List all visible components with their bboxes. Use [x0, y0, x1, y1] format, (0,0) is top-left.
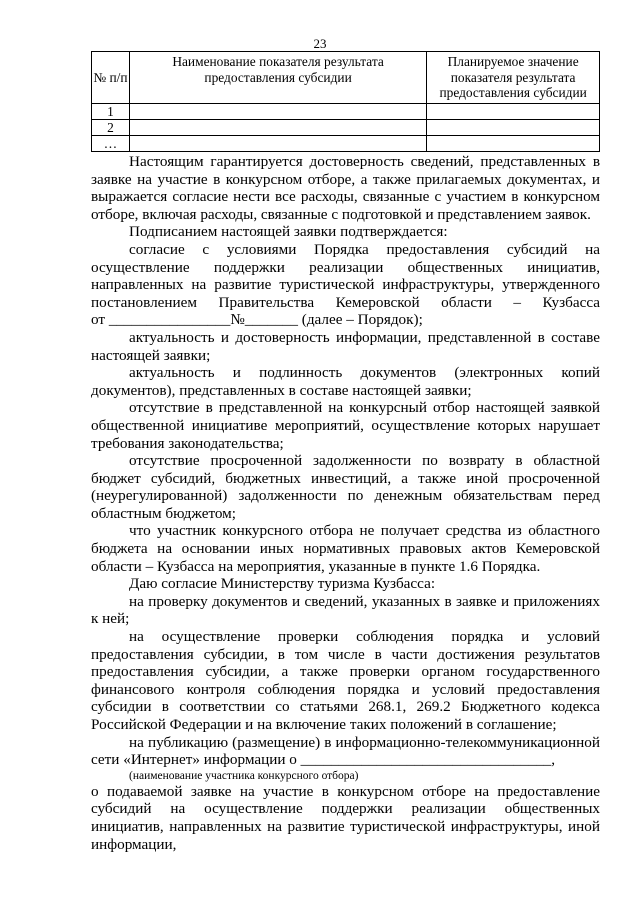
table-cell: … — [92, 135, 130, 151]
table-cell — [129, 135, 426, 151]
table-row — [92, 103, 600, 119]
indicators-table — [91, 51, 600, 152]
paragraph-confirmation-intro: Подписанием настоящей заявки подтверждается: — [129, 223, 448, 241]
table-cell — [427, 119, 600, 135]
table-row — [92, 119, 600, 135]
paragraph-authenticity: актуальность и подлинность документов (электронных копий документов), представленных в составе настоящей заявки; — [91, 364, 600, 399]
column-header-indicator-name: Наименование показателя результата предоставления субсидии — [129, 52, 426, 104]
table-row — [92, 135, 600, 151]
paragraph-guarantee: Настоящим гарантируется достоверность сведений, представленных в заявке на участие в конкурсном отборе, а также прилагаемых документах, и выражается согласие нести все расходы, связанные с участием в конкурсном отборе, включая расходы, связанные с подготовкой и представлением заявок. — [91, 153, 600, 223]
page-number: 23 — [313, 36, 327, 51]
table-cell — [427, 103, 600, 119]
paragraph-consent-conditions-tail: от ________________№_______ (далее – Порядок); — [91, 311, 423, 329]
paragraph-absence-debt: отсутствие просроченной задолженности по возврату в областной бюджет субсидий, бюджетных инвестиций, а также иной просроченной (неурегулированной) задолженности по денежным обязательствам перед областным бюджетом; — [91, 452, 600, 522]
document-body — [91, 153, 600, 853]
column-header-planned-value: Планируемое значение показателя результата предоставления субсидии — [427, 52, 600, 104]
column-header-number: № п/п — [92, 52, 130, 104]
paragraph-absence-violations: отсутствие в представленной на конкурсный отбор настоящей заявкой общественной инициативе мероприятий, осуществление которых нарушает требования законодательства; — [91, 399, 600, 452]
table-cell — [129, 103, 426, 119]
paragraph-publication-details: о подаваемой заявке на участие в конкурсном отборе на предоставление субсидий на осуществление поддержки реализации общественных инициатив, направленных на развитие туристической инфраструктуры, иной информации, — [91, 782, 600, 853]
paragraph-relevance: актуальность и достоверность информации, представленной в составе настоящей заявки; — [91, 328, 600, 364]
table-header-row — [92, 52, 600, 104]
paragraph-no-other-funding: что участник конкурсного отбора не получает средства из областного бюджета на основании иных нормативных правовых актов Кемеровской области – Кузбасса на мероприятия, указанные в пункте 1.6 Порядка. — [91, 522, 600, 575]
participant-name-caption: (наименование участника конкурсного отбора) — [129, 769, 359, 782]
table-cell — [427, 135, 600, 151]
paragraph-consent-publication: на публикацию (размещение) в информационно-телекоммуникационной сети «Интернет» информации о _________________________________, — [91, 733, 600, 769]
paragraph-consent-conditions: согласие с условиями Порядка предоставления субсидий на осуществление поддержки реализации общественных инициатив, направленных на развитие туристической инфраструктуры, утвержденного постановлением Правительства Кемеровской области – Кузбасса — [91, 240, 600, 311]
table-cell: 2 — [92, 119, 130, 135]
paragraph-consent-check-docs: на проверку документов и сведений, указанных в заявке и приложениях к ней; — [91, 592, 600, 628]
paragraph-consent-intro: Даю согласие Министерству туризма Кузбасса: — [129, 575, 436, 593]
table-cell: 1 — [92, 103, 130, 119]
paragraph-consent-audit: на осуществление проверки соблюдения порядка и условий предоставления субсидии, в том числе в части достижения результатов предоставления субсидии, а также проверки органом государственного финансового контроля соблюдения порядка и условий предоставления субсидии в соответствии со статьями 268.1, 269.2 Бюджетного кодекса Российской Федерации и на включение таких положений в соглашение; — [91, 628, 600, 733]
table-cell — [129, 119, 426, 135]
